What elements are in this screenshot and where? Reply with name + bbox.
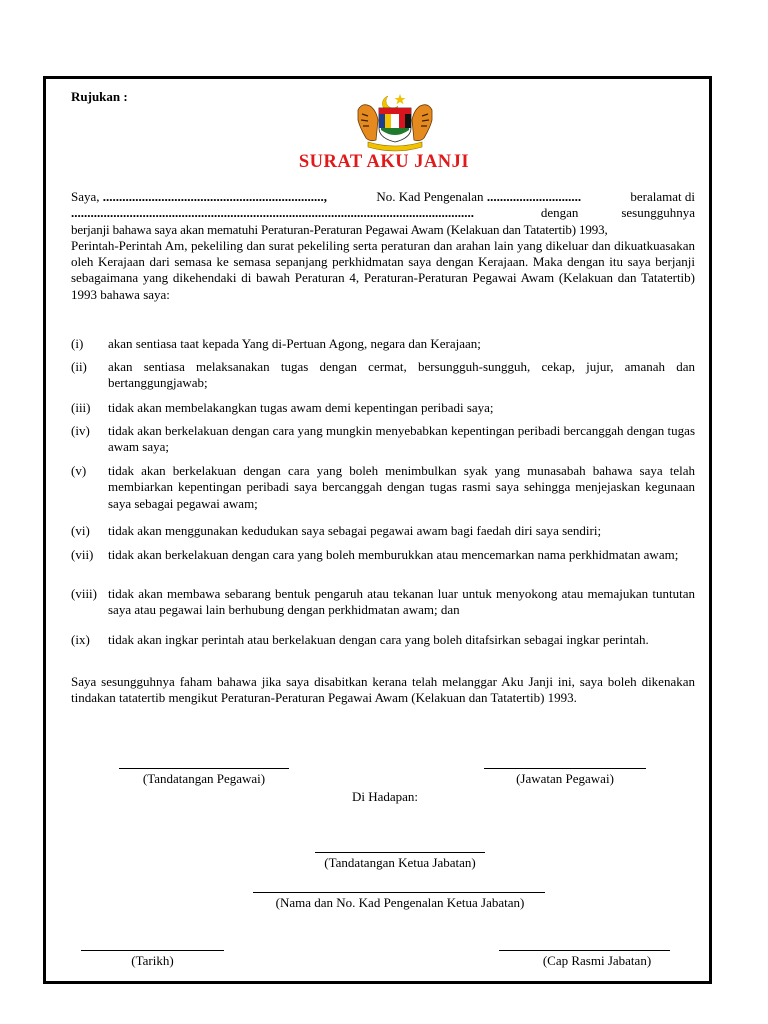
item-number: (i) (71, 336, 84, 351)
item-number: (iv) (71, 423, 90, 438)
intro-line-3: berjanji bahawa saya akan mematuhi Peraturan-Peraturan Pegawai Awam (Kelakuan dan Tatatertib) 1993, (71, 221, 608, 237)
list-item (71, 632, 695, 648)
intro-line-1 (71, 189, 695, 205)
jawatan-pegawai-label: (Jawatan Pegawai) (516, 771, 614, 786)
cap-rasmi-label: (Cap Rasmi Jabatan) (542, 953, 652, 968)
address-blank: ............................................................................................................................ (71, 205, 474, 221)
item-text: akan sentiasa taat kepada Yang di-Pertuan Agong, negara dan Kerajaan; (108, 336, 481, 351)
intro-line-2 (71, 205, 695, 221)
item-number: (v) (71, 463, 87, 478)
list-item (71, 586, 695, 619)
document-title: SURAT AKU JANJI (298, 152, 470, 172)
sesungguhnya-text: sesungguhnya (621, 205, 695, 221)
di-hadapan-label: Di Hadapan: (351, 789, 419, 804)
intro-paragraph (71, 189, 695, 303)
item-text: tidak akan ingkar perintah atau berkelakuan dengan cara yang boleh ditafsirkan sebagai ingkar perintah. (108, 632, 649, 647)
tandatangan-ketua-label: (Tandatangan Ketua Jabatan) (324, 855, 476, 870)
signature-line-nama-ketua (253, 892, 545, 893)
item-number: (viii) (71, 586, 97, 601)
item-text: tidak akan berkelakuan dengan cara yang boleh memburukkan atau mencemarkan nama perkhidmatan awam; (108, 547, 679, 562)
beralamat-text: beralamat di (630, 189, 695, 204)
list-item (71, 463, 695, 512)
kad-blank: ............................. (486, 189, 582, 204)
item-text: tidak akan membelakangkan tugas awam demi kepentingan peribadi saya; (108, 400, 494, 415)
list-item (71, 336, 695, 352)
item-number: (iii) (71, 400, 91, 415)
item-text: tidak akan membawa sebarang bentuk pengaruh atau tekanan luar untuk menyokong atau memajukan tuntutan saya atau pegawai lain berhubung dengan perkhidmatan awam; dan (108, 586, 695, 618)
closing-paragraph: Saya sesungguhnya faham bahawa jika saya disabitkan kerana telah melanggar Aku Janji ini, saya boleh dikenakan tindakan tatatertib mengikut Peraturan-Peraturan Pegawai Awam (Kelakuan dan Tatatertib) 1993. (71, 674, 695, 706)
signature-line-pegawai (119, 768, 289, 769)
nama-ketua-label: (Nama dan No. Kad Pengenalan Ketua Jabatan) (275, 895, 525, 910)
signature-line-cap (499, 950, 670, 951)
item-text: tidak akan berkelakuan dengan cara yang mungkin menyebabkan kepentingan peribadi bercanggah dengan tugas awam saya; (108, 423, 695, 455)
malaysia-coat-of-arms-icon (352, 92, 438, 152)
tandatangan-pegawai-label: (Tandatangan Pegawai) (142, 771, 266, 786)
item-number: (ii) (71, 359, 87, 374)
list-item (71, 547, 695, 563)
item-number: (vii) (71, 547, 94, 562)
list-item (71, 523, 695, 539)
list-item (71, 423, 695, 456)
item-text: tidak akan berkelakuan dengan cara yang boleh menimbulkan syak yang munasabah bahawa saya telah membiarkan kepentingan peribadi saya bercanggah dengan tugas rasmi saya sehingga menjejaskan kegunaan saya sebagai pegawai awam; (108, 463, 695, 511)
item-number: (ix) (71, 632, 90, 647)
list-item (71, 359, 695, 392)
name-blank: ...................................................................., (102, 189, 328, 204)
list-item (71, 400, 695, 416)
item-text: akan sentiasa melaksanakan tugas dengan cermat, bersungguh-sungguh, cekap, jujur, amanah dan bertanggungjawab; (108, 359, 695, 391)
dengan-text: dengan (540, 205, 579, 221)
item-number: (vi) (71, 523, 90, 538)
tarikh-label: (Tarikh) (131, 953, 174, 968)
intro-rest: Perintah-Perintah Am, pekeliling dan surat pekeliling serta peraturan dan arahan lain yang dikeluar dan dikuatkuasakan oleh Kerajaan dari semasa ke semasa sepanjang perkhidmatan saya dengan Kerajaan. Maka dengan itu saya berjanji sebagaimana yang dikehendaki di bawah Peraturan 4, Peraturan-Peraturan Pegawai Awam (Kelakuan dan Tatatertib) 1993 bahawa saya: (71, 237, 695, 302)
kad-label: No. Kad Pengenalan (376, 189, 484, 204)
item-text: tidak akan menggunakan kedudukan saya sebagai pegawai awam bagi faedah diri saya sendiri; (108, 523, 602, 538)
signature-line-jawatan (484, 768, 646, 769)
signature-line-ketua (315, 852, 485, 853)
saya-text: Saya, (71, 189, 100, 204)
signature-line-tarikh (81, 950, 224, 951)
rujukan-label: Rujukan : (71, 89, 128, 104)
